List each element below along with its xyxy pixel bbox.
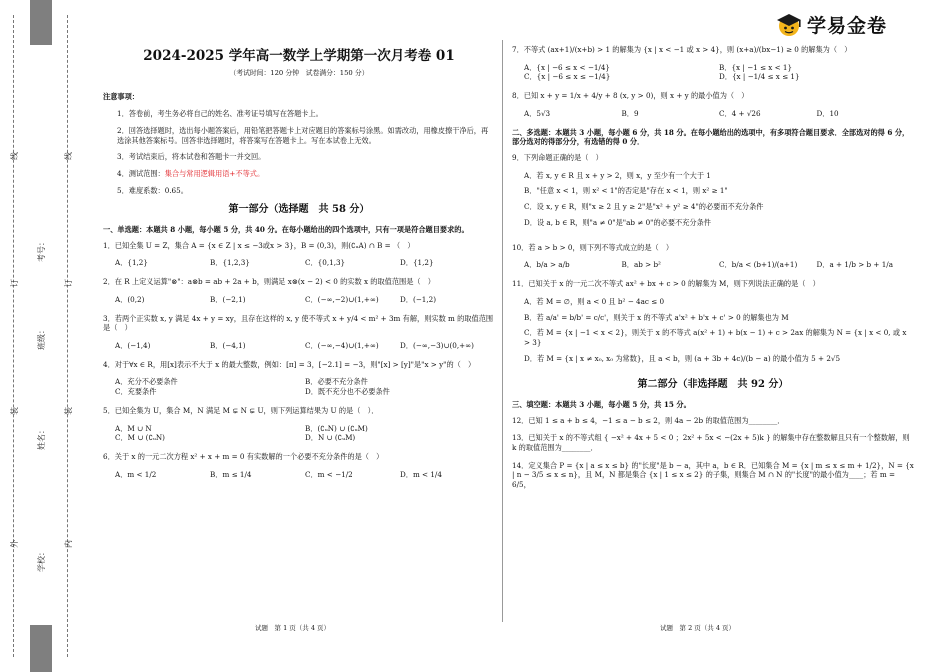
binding-strip-bottom-bar bbox=[30, 625, 52, 672]
option[interactable]: C．b/a < (b+1)/(a+1) bbox=[719, 260, 798, 270]
question-stem: 8．已知 x + y = 1/x + 4/y + 8 (x, y > 0)，则 x + y 的最小值为（ ） bbox=[512, 91, 749, 101]
option[interactable]: A．m < 1/2 bbox=[115, 469, 157, 479]
question-stem: 6．关于 x 的一元二次方程 x² + x + m = 0 有实数解的一个必要不充分条件的是（ ） bbox=[103, 451, 384, 461]
option[interactable]: C．{0,1,3} bbox=[305, 258, 346, 268]
option[interactable]: C．(−∞,−2)∪(1,+∞) bbox=[305, 294, 379, 304]
exam-subtitle: （考试时间：120 分钟 试卷满分：150 分） bbox=[229, 69, 369, 78]
notice-scope bbox=[117, 169, 495, 179]
single-choice-questions bbox=[103, 241, 495, 480]
inner-mark-inside: 内 bbox=[64, 540, 73, 548]
option[interactable]: D．N ∪ (∁ᵤM) bbox=[305, 433, 356, 443]
option[interactable]: D．既不充分也不必要条件 bbox=[305, 387, 390, 397]
option[interactable]: B．若 a/a' = b/b' = c/c'，则关于 x 的不等式 a'x² + b'x + c' > 0 的解集也为 M bbox=[524, 312, 789, 322]
question-stem: 7．不等式 (ax+1)/(x+b) > 1 的解集为 {x | x < −1 或 x > 4}，则 (x+a)/(bx−1) ≥ 0 的解集为（ ） bbox=[512, 45, 852, 54]
class-label: 班级： bbox=[37, 326, 46, 350]
left-column bbox=[103, 45, 495, 488]
question-options bbox=[115, 295, 495, 305]
question-stem: 5．已知全集为 U，集合 M，N 满足 M ⊊ N ⊊ U，则下列运算结果为 U 的是（ ）． bbox=[103, 405, 379, 415]
question-13: 13．已知关于 x 的不等式组 { −x² + 4x + 5 < 0 ；2x² + 5x < −(2x + 5)k } 的解集中存在整数解且只有一个整数解，则 k 的取值范围为________． bbox=[512, 433, 910, 453]
option[interactable]: B．必要不充分条件 bbox=[305, 377, 368, 387]
question-stem: 1．已知全集 U = Z，集合 A = {x ∈ Z | x ≤ −3或x > 3}，B = (0,3)，则(∁ᵤA) ∩ B = （ ） bbox=[103, 240, 415, 250]
option[interactable]: B．{1,2,3} bbox=[210, 258, 250, 268]
brand-name: 学易金卷 bbox=[807, 14, 888, 37]
option[interactable]: C．4 + √26 bbox=[719, 108, 761, 118]
binding-strip-top-bar bbox=[30, 0, 52, 45]
question-options bbox=[115, 258, 495, 268]
option[interactable]: C．m < −1/2 bbox=[305, 469, 353, 479]
option[interactable]: B．(−2,1) bbox=[210, 294, 246, 304]
question-stem: 2．在 R 上定义运算"⊗"：a⊗b = ab + 2a + b，则满足 x⊗(x − 2) < 0 的实数 x 的取值范围是（ ） bbox=[103, 277, 435, 287]
fill-blank-heading: 三、填空题：本题共 3 小题，每小题 5 分，共 15 分。 bbox=[512, 399, 691, 409]
option[interactable]: D．(−∞,−3)∪(0,+∞) bbox=[400, 340, 474, 350]
scope-value: 集合与常用逻辑用语+不等式。 bbox=[164, 168, 265, 178]
question-options bbox=[524, 63, 914, 82]
option[interactable]: D．10 bbox=[816, 108, 839, 118]
question-stem: 3．若两个正实数 x, y 满足 4x + y = xy，且存在这样的 x, y 使不等式 x + y/4 < m² + 3m 有解，则实数 m 的取值范围是（ ） bbox=[103, 313, 494, 333]
exam-title: 2024-2025 学年高一数学上学期第一次月考卷 01 bbox=[143, 48, 455, 64]
option[interactable]: C．M ∪ (∁ᵤN) bbox=[115, 433, 165, 443]
question-stem: 11．已知关于 x 的一元二次不等式 ax² + bx + c > 0 的解集为 M，则下列说法正确的是（ ） bbox=[512, 279, 820, 289]
question-options bbox=[524, 297, 914, 370]
option[interactable]: B．(∁ᵤN) ∪ (∁ᵤM) bbox=[305, 423, 368, 433]
option[interactable]: C．(−∞,−4)∪(1,+∞) bbox=[305, 340, 379, 350]
option[interactable]: A．5√3 bbox=[524, 108, 551, 118]
multi-choice-heading: 二、多选题：本题共 3 小题，每小题 6 分，共 18 分。在每小题给出的选项中，有多项符合题目要求．全部选对的得 6 分，部分选对的得部分分，有选错的得 0 分． bbox=[512, 127, 910, 147]
option[interactable]: D．m < 1/4 bbox=[400, 469, 442, 479]
question-options bbox=[524, 171, 914, 234]
option[interactable]: D．若 M = {x | x ≠ x₀, x₀ 为常数}，且 a < b，则 (a + 3b + 4c)/(b − a) 的最小值为 5 + 2√5 bbox=[524, 353, 841, 363]
outer-mark-bind: 订 bbox=[10, 279, 19, 287]
notice-difficulty: 5．难度系数：0.65。 bbox=[117, 185, 188, 195]
question-options bbox=[115, 470, 495, 480]
option[interactable]: B．m ≤ 1/4 bbox=[210, 469, 252, 479]
outer-cut-line bbox=[13, 15, 14, 657]
question-options bbox=[115, 424, 495, 443]
option[interactable]: D．{1,2} bbox=[400, 258, 434, 268]
option[interactable]: A．(−1,4) bbox=[115, 340, 151, 350]
question-12: 12．已知 1 ≤ a + b ≤ 4，−1 ≤ a − b ≤ 2，则 4a − 2b 的取值范围为________． bbox=[512, 415, 785, 425]
school-label: 学校： bbox=[37, 548, 46, 572]
option[interactable]: A．(0,2) bbox=[115, 294, 145, 304]
option[interactable]: D．(−1,2) bbox=[400, 294, 437, 304]
inner-mark-seal: 装 bbox=[64, 407, 73, 415]
question-options bbox=[524, 109, 914, 119]
option[interactable]: B．ab > b² bbox=[621, 260, 661, 270]
question-stem: 9．下列命题正确的是（ ） bbox=[512, 153, 603, 163]
outer-mark-outside: 外 bbox=[10, 540, 19, 548]
exam-number-label: 考号： bbox=[37, 238, 46, 262]
option[interactable]: A．若 x, y ∈ R 且 x + y > 2，则 x，y 至少有一个大于 1 bbox=[524, 170, 711, 180]
page-footer-1: 试题 第 1 页（共 4 页） bbox=[255, 624, 331, 632]
binding-strip bbox=[0, 0, 75, 672]
option[interactable]: C．若 M = {x | −1 < x < 2}，则关于 x 的不等式 a(x² + 1) + b(x − 1) + c > 2ax 的解集为 N = {x | x < 0, 或 x > 3} bbox=[524, 328, 907, 347]
option[interactable]: B．{x | −1 ≤ x < 1} bbox=[719, 62, 793, 72]
question-options bbox=[524, 260, 914, 270]
inner-mark-bind: 订 bbox=[64, 279, 73, 287]
graduation-cap-icon bbox=[775, 11, 803, 37]
option[interactable]: A．充分不必要条件 bbox=[115, 377, 178, 387]
notice-item: 2．回答选择题时，选出每小题答案后，用铅笔把答题卡上对应题目的答案标号涂黑。如需改动，用橡皮擦干净后，再选涂其他答案标号。回答非选择题时，将答案写在答题卡上。写在本试卷上无效。 bbox=[117, 125, 489, 145]
part1-heading: 第一部分（选择题 共 58 分） bbox=[228, 204, 370, 216]
single-choice-heading: 一、单选题：本题共 8 小题，每小题 5 分，共 40 分。在每小题给出的四个选项中，只有一项是符合题目要求的。 bbox=[103, 224, 469, 234]
option[interactable]: B．9 bbox=[621, 108, 639, 118]
inner-cut-line bbox=[67, 15, 68, 657]
question-options bbox=[115, 341, 495, 351]
question-stem: 10．若 a > b > 0，则下列不等式成立的是（ ） bbox=[512, 242, 674, 252]
outer-mark-seal: 装 bbox=[10, 407, 19, 415]
question-stem: 4．对于∀x ∈ R，用[x]表示不大于 x 的最大整数，例如：[π] = 3，[−2.1] = −3，则"[x] > [y]"是"x > y"的（ ） bbox=[103, 359, 476, 369]
outer-mark-line: 线 bbox=[10, 152, 19, 160]
option[interactable]: C．设 x, y ∈ R，则"x ≥ 2 且 y ≥ 2"是"x² + y² ≥ 4"的必要而不充分条件 bbox=[524, 202, 764, 212]
option[interactable]: A．{x | −6 ≤ x < −1/4} bbox=[524, 62, 610, 72]
notice-item: 3．考试结束后，将本试卷和答题卡一并交回。 bbox=[117, 152, 266, 162]
notice-heading: 注意事项： bbox=[103, 92, 139, 102]
option[interactable]: A．{1,2} bbox=[115, 258, 148, 268]
part2-heading: 第二部分（非选择题 共 92 分） bbox=[637, 379, 789, 391]
option[interactable]: C．{x | −6 ≤ x ≤ −1/4} bbox=[524, 72, 611, 82]
option[interactable]: A．b/a > a/b bbox=[524, 260, 570, 270]
page-footer-2: 试题 第 2 页（共 4 页） bbox=[660, 624, 736, 632]
right-column bbox=[512, 45, 914, 498]
scope-label: 4．测试范围： bbox=[117, 168, 165, 178]
question-options bbox=[115, 377, 495, 396]
column-divider bbox=[502, 40, 503, 622]
brand-logo bbox=[775, 8, 910, 40]
option[interactable]: D．设 a, b ∈ R，则"a ≠ 0"是"ab ≠ 0"的必要不充分条件 bbox=[524, 217, 711, 227]
option[interactable]: A．M ∪ N bbox=[115, 423, 152, 433]
name-label: 姓名： bbox=[37, 426, 46, 450]
option[interactable]: B．(−4,1) bbox=[210, 340, 246, 350]
option[interactable]: B．"任意 x < 1，则 x² < 1"的否定是"存在 x < 1，则 x² ≥ 1" bbox=[524, 186, 728, 196]
option[interactable]: D．a + 1/b > b + 1/a bbox=[816, 260, 893, 270]
question-14: 14．定义集合 P = {x | a ≤ x ≤ b} 的"长度"是 b − a，其中 a，b ∈ R．已知集合 M = {x | m ≤ x ≤ m + 1/2}，N = {x | n − 3/5 ≤ x ≤ n}，且 M，N 都是集合 {x | 1 ≤ x ≤ 2} 的子集，则集合 M ∩ N 的"长度"的最小值为____；若 m = 6/5， bbox=[512, 460, 914, 490]
option[interactable]: D．{x | −1/4 ≤ x ≤ 1} bbox=[719, 72, 800, 82]
notice-item: 1．答卷前，考生务必将自己的姓名、准考证号填写在答题卡上。 bbox=[117, 109, 323, 119]
inner-mark-line: 线 bbox=[64, 152, 73, 160]
option[interactable]: A．若 M = ∅，则 a < 0 且 b² − 4ac ≤ 0 bbox=[524, 296, 665, 306]
option[interactable]: C．充要条件 bbox=[115, 387, 157, 397]
